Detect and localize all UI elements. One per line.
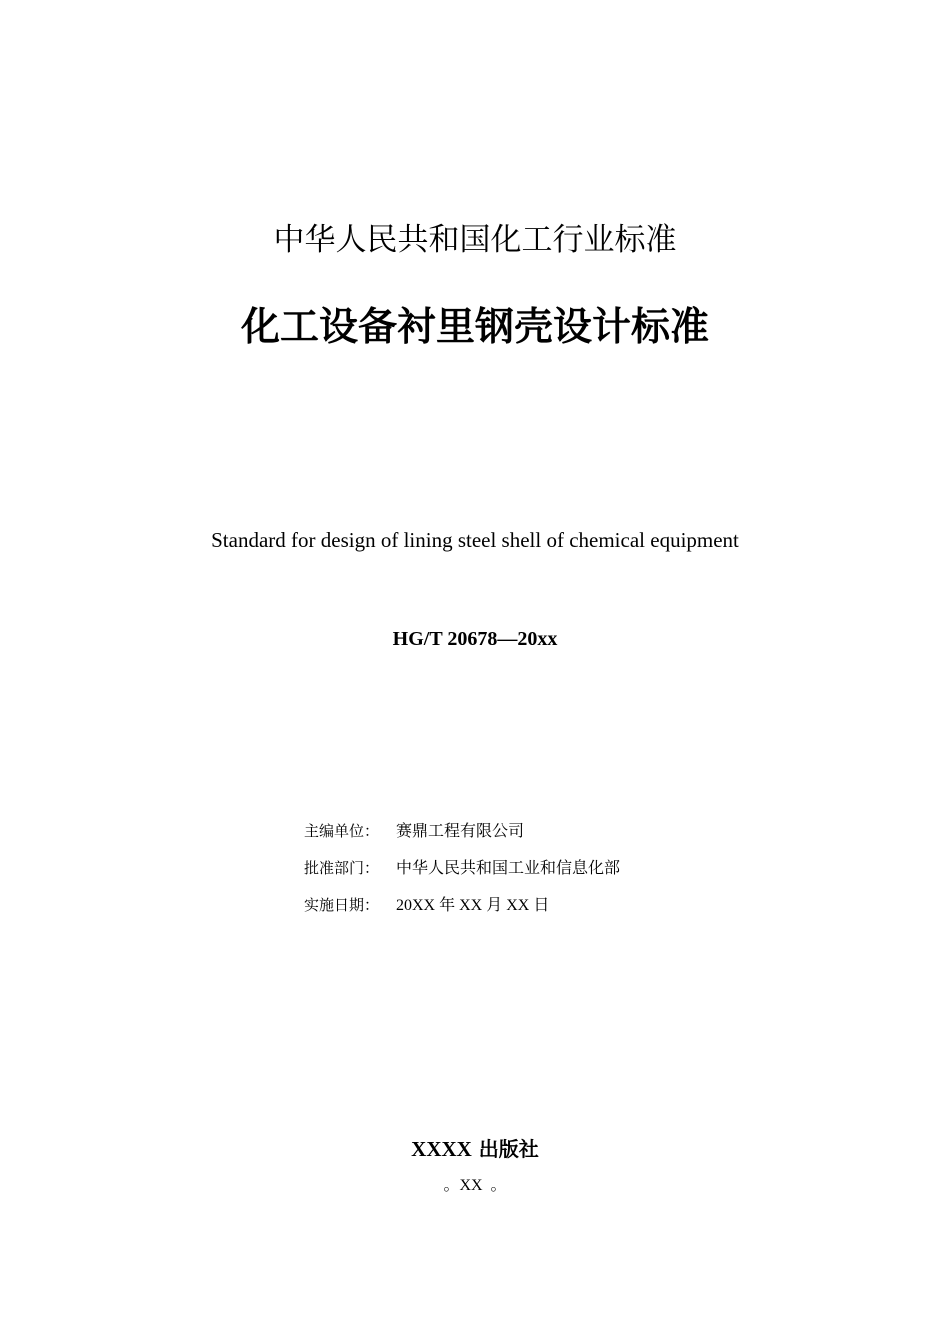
info-value-effective-date: 20XX 年 XX 月 XX 日: [396, 897, 550, 914]
info-row-editor: [304, 818, 620, 855]
info-value-editor: 赛鼎工程有限公司: [396, 823, 525, 840]
info-label-editor: 主编单位：: [304, 822, 380, 840]
standard-code: HG/T 20678—20xx: [392, 628, 558, 650]
english-title: Standard for design of lining steel shell of chemical equipment: [211, 528, 739, 552]
publisher-name-cn: 出版社: [471, 1137, 539, 1161]
info-value-approver: 中华人民共和国工业和信息化部: [396, 860, 621, 877]
info-row-approver: [304, 855, 620, 892]
org-title: 中华人民共和国化工行业标准: [273, 222, 677, 258]
info-label-effective-date: 实施日期：: [304, 896, 380, 914]
info-label-approver: 批准部门：: [304, 859, 380, 877]
publisher-name-latin: XXXX: [411, 1137, 472, 1161]
publication-date: 。XX 。: [443, 1177, 507, 1194]
publisher-name: [0, 1134, 950, 1164]
info-row-effective-date: [304, 892, 620, 929]
info-block: [304, 818, 620, 929]
main-title: 化工设备衬里钢壳设计标准: [240, 305, 709, 350]
